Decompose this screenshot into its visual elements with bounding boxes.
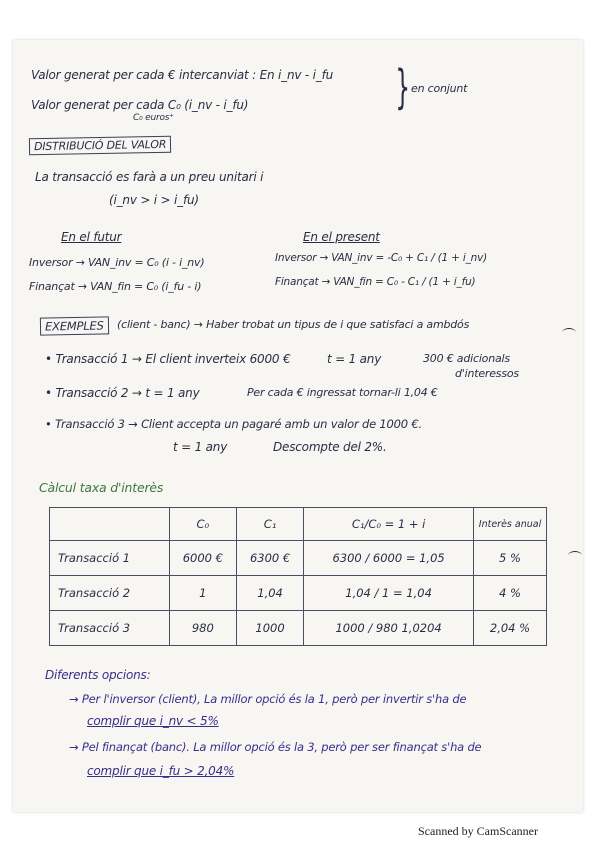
note-transaccio-1: • Transacció 1 → El client inverteix 6000 € [45, 352, 291, 366]
formula-inversor-futur: Inversor → VAN_inv = C₀ (i - i_nv) [29, 256, 205, 269]
note-transaccio-preu: La transacció es farà a un preu unitari i [35, 170, 264, 184]
formula-finansat-futur: Finançat → VAN_fin = C₀ (i_fu - i) [29, 280, 202, 293]
table-row [50, 541, 547, 576]
heading-en-el-futur: En el futur [61, 230, 122, 244]
note-opcio-finansat-condicio: complir que i_fu > 2,04% [87, 764, 235, 778]
table-header-cell: Interès anual [474, 508, 547, 541]
table-cell: 1,04 [236, 576, 303, 611]
table-cell: 1 [169, 576, 236, 611]
table-cell: 6300 / 6000 = 1,05 [304, 541, 474, 576]
curly-brace-icon: } [395, 60, 410, 114]
note-opcio-inversor-condicio: complir que i_nv < 5% [87, 714, 219, 728]
formula-inversor-present: Inversor → VAN_inv = -C₀ + C₁ / (1 + i_nv) [275, 252, 487, 264]
note-line-valor-intercanviat: Valor generat per cada € intercanviat : En i_nv - i_fu [31, 68, 333, 82]
brace-label: en conjunt [411, 82, 468, 95]
table-cell: 6000 € [169, 541, 236, 576]
table-header-cell: C₀ [169, 508, 236, 541]
table-row [50, 576, 547, 611]
heading-en-el-present: En el present [303, 230, 380, 244]
note-subscript-c0-euros: C₀ euros⁺ [133, 113, 174, 123]
table-cell: 4 % [474, 576, 547, 611]
note-transaccio-1-extra: 300 € adicionals [423, 352, 510, 365]
table-cell: 1000 / 980 1,0204 [304, 611, 474, 646]
note-transaccio-3: • Transacció 3 → Client accepta un pagaré amb un valor de 1000 €. [45, 417, 422, 431]
note-transaccio-1-time: t = 1 any [327, 352, 382, 366]
note-opcio-inversor: → Per l'inversor (client), La millor opció és la 1, però per invertir s'ha de [69, 692, 467, 706]
section-distribucio-valor: DISTRIBUCIÓ DEL VALOR [29, 136, 172, 155]
table-header-cell: C₁/C₀ = 1 + i [304, 508, 474, 541]
interest-rate-table [49, 507, 547, 646]
note-opcio-finansat: → Pel finançat (banc). La millor opció és la 3, però per ser finançat s'ha de [69, 740, 482, 754]
heading-diferents-opcions: Diferents opcions: [45, 668, 151, 682]
table-cell: Transacció 2 [50, 576, 170, 611]
heading-calcul-taxa: Càlcul taxa d'interès [39, 480, 164, 495]
note-transaccio-2: • Transacció 2 → t = 1 any [45, 386, 200, 400]
table-row [50, 611, 547, 646]
notebook-page [13, 40, 583, 812]
note-transaccio-2-extra: Per cada € ingressat tornar-li 1,04 € [247, 386, 438, 399]
margin-tick-icon [562, 328, 576, 337]
table-cell: 6300 € [236, 541, 303, 576]
note-transaccio-1-extra-2: d'interessos [455, 367, 519, 380]
table-cell: 980 [169, 611, 236, 646]
table-cell: Transacció 3 [50, 611, 170, 646]
note-transaccio-3-time: t = 1 any [173, 440, 228, 454]
note-line-valor-c0: Valor generat per cada C₀ (i_nv - i_fu) [31, 98, 249, 112]
note-transaccio-3-extra: Descompte del 2%. [273, 440, 387, 454]
table-cell: 5 % [474, 541, 547, 576]
table-cell: 1000 [236, 611, 303, 646]
formula-finansat-present: Finançat → VAN_fin = C₀ - C₁ / (1 + i_fu) [275, 276, 476, 288]
table-header-cell [50, 508, 170, 541]
note-exemples-description: (client - banc) → Haber trobat un tipus de i que satisfaci a ambdós [117, 318, 470, 331]
table-header-cell: C₁ [236, 508, 303, 541]
table-header-row [50, 508, 547, 541]
scanner-watermark: Scanned by CamScanner [418, 824, 538, 838]
table-cell: 2,04 % [474, 611, 547, 646]
margin-tick-icon [568, 551, 582, 560]
section-exemples: EXEMPLES [40, 316, 109, 335]
table-cell: 1,04 / 1 = 1,04 [304, 576, 474, 611]
table-cell: Transacció 1 [50, 541, 170, 576]
note-inequality: (i_nv > i > i_fu) [109, 193, 199, 207]
